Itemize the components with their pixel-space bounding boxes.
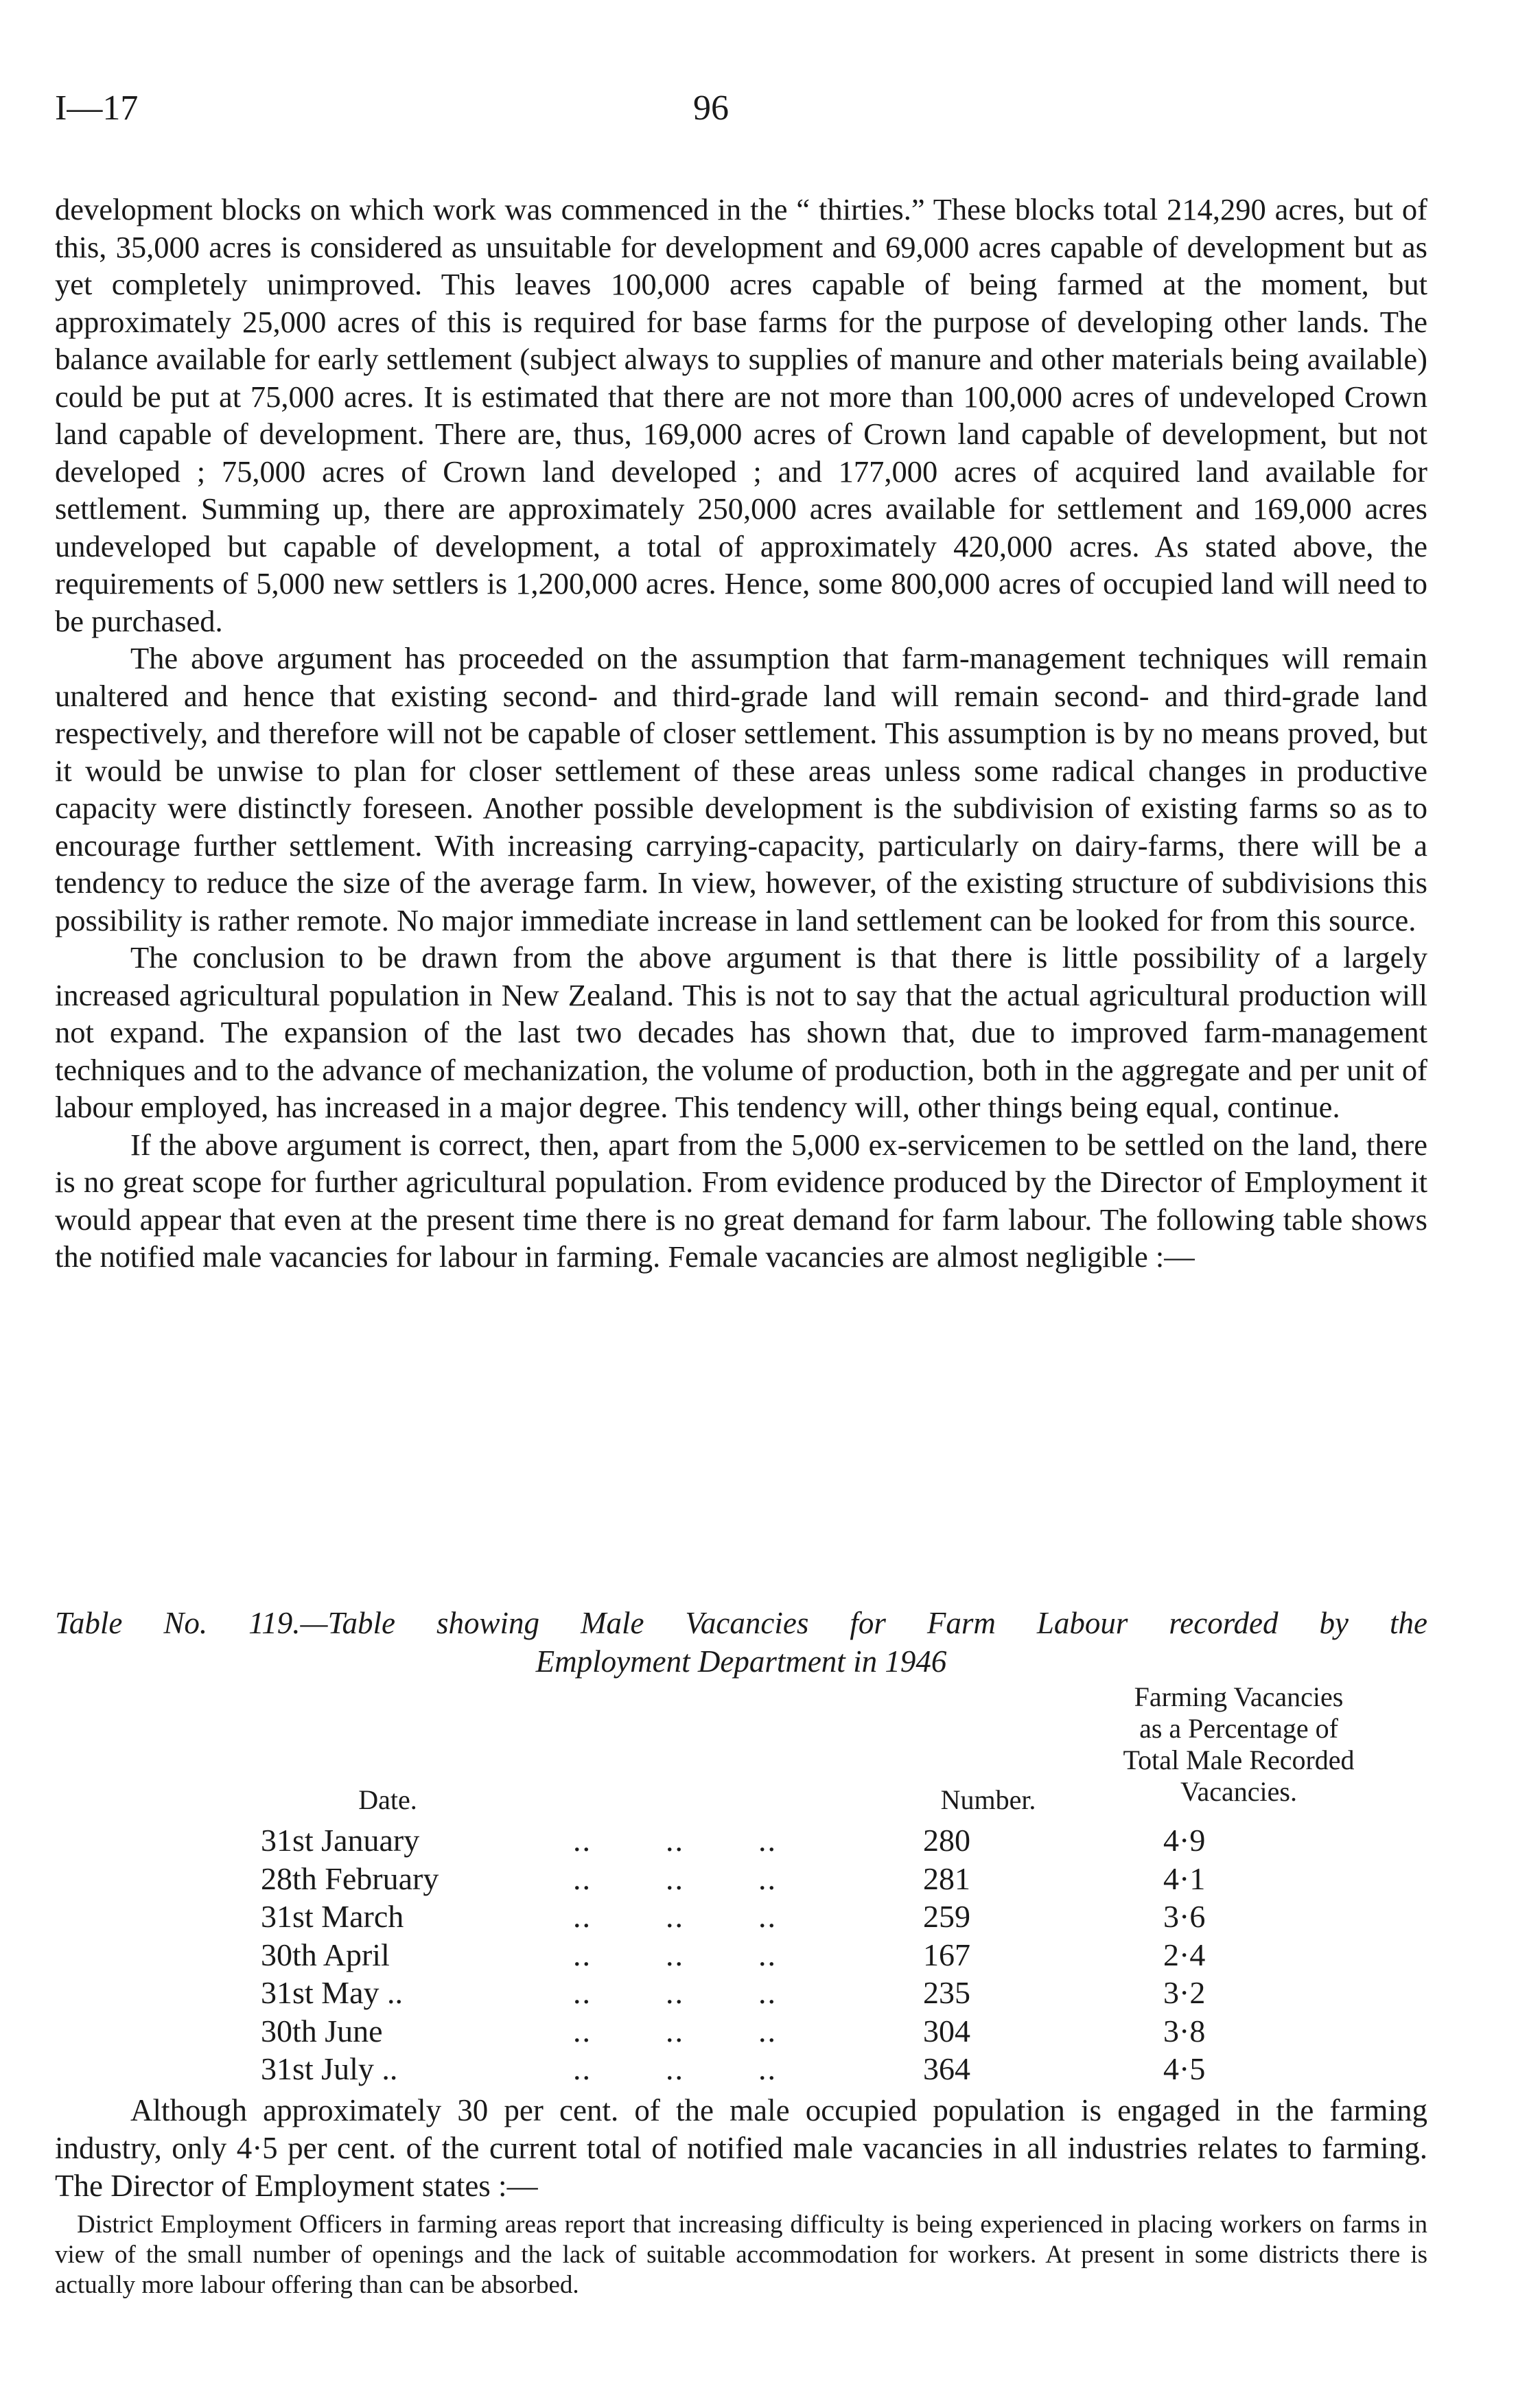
row-date: 31st January: [261, 1823, 420, 1858]
row-number: 280: [923, 1823, 970, 1858]
paragraph-4: If the above argument is correct, then, apart from the 5,000 ex-servicemen to be settled on the land, there is no great scope for further agricultural population. From evidence produced by the Director of Employment it would appear that even at the present time there is no great demand for farm labour. The following table shows the notified male vacancies for labour in farming. Female vacancies are almost negligible :—: [55, 1127, 1427, 1274]
row-number: 304: [923, 2013, 970, 2049]
row-leader-dots: .. .. ..: [573, 1937, 777, 1972]
row-percentage: 4·5: [1163, 2051, 1206, 2086]
column-header-percentage-line-2: as a Percentage of: [1139, 1713, 1338, 1744]
row-percentage: 3·2: [1163, 1975, 1206, 2010]
body-text: [55, 191, 1427, 1276]
paragraph-5: Although approximately 30 per cent. of the male occupied population is engaged in the farming industry, only 4·5 per cent. of the current total of notified male vacancies in all industries relates to farming. The Director of Employment states :—: [55, 2093, 1427, 2203]
table-caption-line-1: Table No. 119.—Table showing Male Vacancies for Farm Labour recorded by the: [55, 1606, 1427, 1640]
paragraph-2: The above argument has proceeded on the assumption that farm-management techniques will remain unaltered and hence that existing second- and third-grade land will remain second- and third-grade land respectively, and therefore will not be capable of closer settlement. This assumption is by no means proved, but it would be unwise to plan for closer settlement of these areas unless some radical changes in productive capacity were distinctly foreseen. Another possible development is the subdivision of existing farms so as to encourage further settlement. With increasing carrying-capacity, particularly on dairy-farms, there will be a tendency to reduce the size of the average farm. In view, however, of the existing structure of subdivisions this possibility is rather remote. No major immediate increase in land settlement can be looked for from this source.: [55, 641, 1427, 937]
row-percentage: 2·4: [1163, 1937, 1206, 1972]
row-number: 259: [923, 1899, 970, 1934]
row-leader-dots: .. .. ..: [573, 1860, 777, 1896]
row-number: 235: [923, 1975, 970, 2010]
row-date: 30th June: [261, 2013, 383, 2049]
table-caption-line-2: Employment Department in 1946: [535, 1644, 947, 1679]
paragraph-1: development blocks on which work was commenced in the “ thirties.” These blocks total 214,290 acres, but of this, 35,000 acres is considered as unsuitable for development and 69,000 acres capable of development but as yet completely unimproved. This leaves 100,000 acres capable of being farmed at the moment, but approximately 25,000 acres of this is required for base farms for the purpose of developing other lands. The balance available for early settlement (subject always to supplies of manure and other materials being available) could be put at 75,000 acres. It is estimated that there are not more than 100,000 acres of undeveloped Crown land capable of development. There are, thus, 169,000 acres of Crown land capable of development, but not developed ; 75,000 acres of Crown land developed ; and 177,000 acres of acquired land available for settlement. Summing up, there are approximately 250,000 acres available for settlement and 169,000 acres undeveloped but capable of development, a total of approximately 420,000 acres. As stated above, the requirements of 5,000 new settlers is 1,200,000 acres. Hence, some 800,000 acres of occupied land will need to be purchased.: [55, 192, 1427, 638]
row-percentage: 3·6: [1163, 1899, 1206, 1934]
row-leader-dots: .. .. ..: [573, 1975, 777, 2010]
document-reference: I—17: [55, 89, 139, 128]
table-row: [55, 1937, 1427, 1975]
column-header-percentage-line-3: Total Male Recorded: [1123, 1744, 1355, 1775]
column-header-percentage: [1050, 1681, 1427, 1808]
table-row: [55, 1898, 1427, 1937]
paragraph-3: The conclusion to be drawn from the above argument is that there is little possibility of a largely increased agricultural population in New Zealand. This is not to say that the actual agricultural production will not expand. The expansion of the last two decades has shown that, due to improved farm-management techniques and to the advance of mechanization, the volume of production, both in the aggregate and per unit of labour employed, has increased in a major degree. This tendency will, other things being equal, continue.: [55, 940, 1427, 1124]
after-table-text: [55, 2092, 1427, 2205]
block-quote: [55, 2210, 1427, 2300]
row-number: 364: [923, 2051, 970, 2086]
table-row: [55, 2013, 1427, 2051]
row-number: 281: [923, 1860, 970, 1896]
page-header: [55, 88, 1427, 143]
row-date: 28th February: [261, 1860, 439, 1896]
row-leader-dots: .. .. ..: [573, 2051, 777, 2086]
row-leader-dots: .. .. ..: [573, 1899, 777, 1934]
column-header-percentage-line-1: Farming Vacancies: [1134, 1681, 1344, 1712]
page-number: 96: [693, 89, 729, 128]
row-leader-dots: .. .. ..: [573, 2013, 777, 2049]
table-caption: [55, 1604, 1427, 1681]
row-date: 31st March: [261, 1899, 404, 1934]
row-percentage: 4·1: [1163, 1860, 1206, 1896]
row-date: 31st July ..: [261, 2051, 398, 2086]
table-row: [55, 1822, 1427, 1860]
row-percentage: 4·9: [1163, 1823, 1206, 1858]
table-row: [55, 2051, 1427, 2089]
column-header-number: Number.: [940, 1784, 1036, 1815]
row-leader-dots: .. .. ..: [573, 1823, 777, 1858]
column-header-date: Date.: [358, 1784, 417, 1815]
column-header-percentage-line-4: Vacancies.: [1180, 1776, 1297, 1807]
row-date: 31st May ..: [261, 1975, 403, 2010]
row-percentage: 3·8: [1163, 2013, 1206, 2049]
row-date: 30th April: [261, 1937, 390, 1972]
table-body: [55, 1822, 1427, 2089]
table-row: [55, 1860, 1427, 1899]
quote-text: District Employment Officers in farming areas report that increasing difficulty is being experienced in placing workers on farms in view of the small number of openings and the lack of suitable accommodation for workers. At present in some districts there is actually more labour offering than can be absorbed.: [55, 2210, 1427, 2299]
table-row: [55, 1974, 1427, 2013]
row-number: 167: [923, 1937, 970, 1972]
